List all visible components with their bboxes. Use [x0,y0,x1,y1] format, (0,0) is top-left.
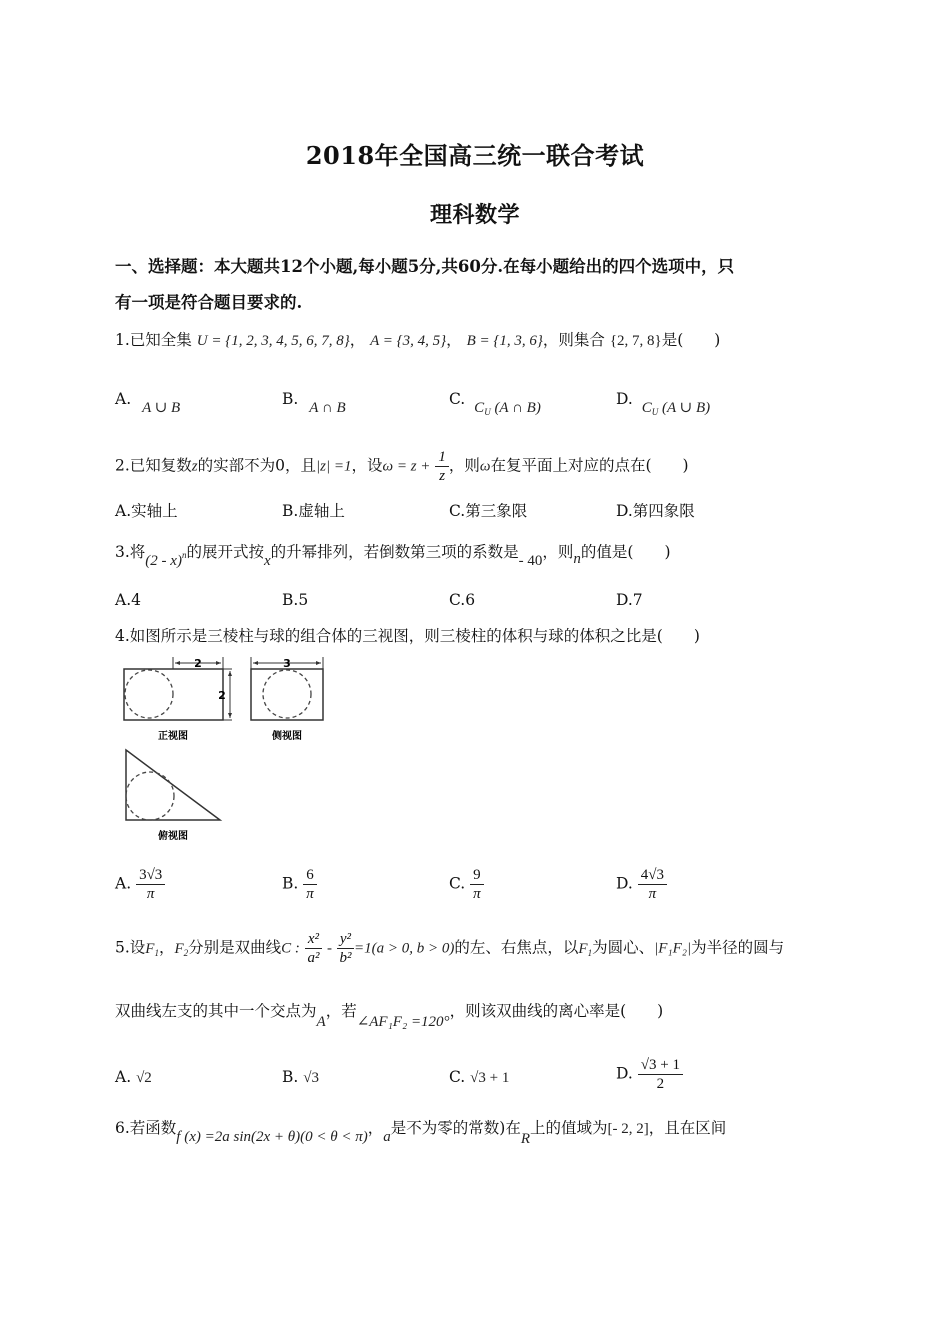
q1-option-a-math: A ∪ B [142,400,181,416]
q1-option-c-math [474,400,541,416]
q5-minus: - [326,940,332,957]
q3-option-b: B.5 [282,591,309,609]
side-dim-width: 3 [283,657,291,670]
q3-n: n [573,551,581,567]
q2-option-d: D.第四象限 [616,502,695,520]
q5-f1-center-base: F [578,940,588,957]
q4-option-a-num: 3√3 [136,866,165,885]
q2-option-b: B.虚轴上 [282,502,345,520]
q5-option-a-label: A. [115,1068,132,1086]
q4-option-d-den: π [648,886,657,902]
q3-option-c: C.6 [449,591,476,609]
q5-y-den: b² [339,950,352,966]
q5-f1-sub: 1 [154,947,159,958]
q6-lead: 6.若函数 [115,1119,177,1137]
q5-option-b [282,1068,319,1087]
side-view [251,657,323,742]
side-view-sphere [263,670,311,718]
q5-f2 [174,941,188,957]
question-5-line1: 5.设$F_1$，$F_2$分别是双曲线C : $\frac{\text{x²}}{\text{a²}}$ - $\frac{\text{y²}}{\text{b²}}$ =1(a > 0, b > 0)的左、右焦点，以$F_1$为圆心、|F₁F₂|为半径的圆与 [115,931,785,966]
q4-option-c-label: C. [449,874,466,893]
q3-t3: ，则 [542,543,574,561]
q1-option-d-complement: C [641,400,652,416]
q5-option-d-num: √3 + 1 [638,1056,683,1075]
q5-line2a: 双曲线左支的其中一个交点为 [115,1002,317,1020]
q3-t4: 的值是( ) [580,543,671,561]
q6-a: a [383,1129,391,1145]
q4-option-b-label: B. [282,874,299,893]
q4-option-b-frac [303,866,317,903]
q5-lead: 5.设 [115,938,146,957]
q5-option-a-val: √2 [136,1070,152,1086]
question-2 [115,448,689,485]
q5-option-d-den: 2 [656,1076,665,1092]
q5-a: A [316,1014,326,1030]
q2-w: ω [479,458,491,475]
q5-t5: ，若 [325,1002,357,1020]
q2-option-a: A.实轴上 [115,502,178,520]
section-header-line2: 有一项是符合题目要求的. [115,293,303,312]
q1-option-a [115,390,181,416]
q5-t1: 分别是双曲线 [188,938,282,957]
arrow-icon [253,661,258,665]
q2-t1: 的实部不为0，且 [197,456,317,475]
q1-option-d-label: D. [616,390,633,408]
q5-f1-center-sub: 1 [587,947,593,958]
arrow-icon [228,713,232,718]
top-view-sphere [126,772,174,820]
q4-option-c-num: 9 [470,866,484,885]
q2-t2: ，设 [351,456,383,475]
q4-option-d-frac [638,866,667,903]
q4-option-b-num: 6 [303,866,317,885]
q2-z: z [191,458,198,475]
q5-option-d-label: D. [616,1064,633,1083]
q5-t6: ，则该双曲线的离心率是( ) [449,1002,664,1020]
q1-tail: 是( ) [661,331,721,349]
front-dim-width: 2 [194,657,202,670]
q6-function: f (x) =2a sin(2x + θ)(0 < θ < π) [176,1129,368,1145]
top-view-triangle [126,750,220,820]
front-view-sphere [125,670,173,718]
front-dim-height: 2 [218,689,226,702]
q1-target-set: {2, 7, 8} [609,333,662,349]
q5-f1 [145,941,159,957]
q5-angle: ∠AF₁F₂ =120° [356,1014,450,1030]
q4-option-a-frac [136,866,165,903]
q1-set-a: A = {3, 4, 5} [370,333,447,349]
question-5-line2 [115,999,664,1030]
q1-option-c-complement: C [474,400,485,416]
q5-x-num: x² [305,930,322,949]
q1-option-c-sub: U [484,407,491,417]
q2-omega: ω = z + [382,458,431,475]
q5-t2: 的左、右焦点，以 [454,938,579,957]
q2-lead: 2.已知复数 [115,456,192,475]
q1-option-d-math [642,400,710,416]
question-3 [115,540,671,569]
q5-cond: =1(a > 0, b > 0) [354,940,455,957]
q4-option-c [449,866,484,903]
q4-option-c-frac [470,866,484,903]
three-view-figure [118,652,348,848]
q4-option-d-label: D. [616,874,633,893]
side-view-label: 侧视图 [272,731,302,742]
q1-set-b: B = {1, 3, 6} [466,333,543,349]
q1-option-d [616,390,711,417]
q4-option-d [616,866,667,903]
top-view-label: 俯视图 [158,831,188,842]
q5-x-den: a² [307,950,320,966]
q5-x-frac [305,930,322,967]
q1-option-d-expr: (A ∪ B) [662,400,711,416]
arrow-icon [228,671,232,676]
q6-t1: ， [367,1119,384,1137]
q3-x: x [263,553,271,569]
q1-option-a-label: A. [115,390,132,408]
q3-t2: 的升幂排列，若倒数第三项的系数是 [270,543,519,561]
arrow-icon [316,661,321,665]
q2-t4: 在复平面上对应的点在( ) [490,456,689,475]
q4-option-d-num: 4√3 [638,866,667,885]
q5-f2-sub: 2 [183,947,189,958]
q4-option-b-den: π [306,886,314,902]
side-view-rect [251,669,323,720]
q3-coef: - 40 [518,553,543,569]
q3-lead: 3.将 [115,543,146,561]
q1-option-b [282,390,346,416]
q3-option-d: D.7 [616,591,643,609]
q5-option-c-label: C. [449,1068,466,1086]
q5-option-d [616,1056,683,1093]
q1-option-b-math: A ∩ B [309,400,346,416]
front-view-label: 正视图 [158,731,188,742]
q6-t4: ，且在区间 [648,1119,727,1137]
q4-option-a-den: π [146,886,155,902]
q5-f1-base: F [145,940,155,957]
q5-y-num: y² [337,930,354,949]
q5-f1-center [578,941,592,957]
q6-t3: 上的值域为 [530,1119,608,1137]
q6-range: [- 2, 2] [607,1121,649,1137]
q5-option-d-frac [638,1056,683,1093]
q1-set-u: U = {1, 2, 3, 4, 5, 6, 7, 8} [196,333,350,349]
arrow-icon [216,661,221,665]
q5-abs: |F₁F₂| [654,940,692,957]
q1-lead: 1.已知全集 [115,331,192,349]
q1-option-c-label: C. [449,390,466,408]
q2-t3: ，则 [448,456,480,475]
q4-option-a [115,866,165,903]
q1-option-c [449,390,541,417]
q3-expr-base: (2 - x) [145,553,182,569]
q3-option-a: A.4 [115,591,141,609]
q2-frac-num: 1 [435,448,449,467]
q5-t3: 为圆心、 [592,938,655,957]
q4-option-a-label: A. [115,874,132,893]
arrow-icon [175,661,180,665]
q1-option-b-label: B. [282,390,299,408]
q3-expr [145,550,187,569]
q5-option-b-label: B. [282,1068,299,1086]
question-1: 1.已知全集 U = {1, 2, 3, 4, 5, 6, 7, 8}， A = {3, 4, 5}， B = {1, 3, 6}，则集合 {2, 7, 8}是( ) [115,331,721,349]
q1-option-d-sub: U [651,407,659,417]
q2-fraction [435,448,449,485]
question-4: 4.如图所示是三棱柱与球的组合体的三视图，则三棱柱的体积与球的体积之比是( ) [115,627,700,645]
q6-r: R [520,1131,530,1147]
front-view [124,657,232,742]
q4-option-c-den: π [473,886,481,902]
page-subtitle: 理科数学 [429,202,520,228]
question-6 [115,1116,727,1147]
q5-f2-base: F [174,940,184,957]
q5-option-c-val: √3 + 1 [470,1070,510,1086]
section-header-line1: 一、选择题：本大题共12个小题,每小题5分,共60分.在每小题给出的四个选项中，只 [115,257,735,276]
q5-option-c [449,1068,509,1087]
q5-option-a [115,1068,152,1087]
q2-absz: |z| =1 [316,458,352,475]
q2-frac-den: z [439,468,446,484]
q5-c: C : [281,940,300,957]
page-title: 2018年全国高三统一联合考试 [305,141,645,170]
q5-t4: 为半径的圆与 [691,938,785,957]
q5-option-b-val: √3 [303,1070,319,1086]
q2-option-c: C.第三象限 [449,502,528,520]
q3-t1: 的展开式按 [186,543,264,561]
q1-option-c-expr: (A ∩ B) [494,400,541,416]
q4-option-b [282,866,317,903]
q1-mid: ，则集合 [542,331,605,349]
q3-expr-exp: n [181,550,187,560]
q5-y-frac [337,930,354,967]
top-view [126,750,220,842]
q6-t2: 是不为零的常数)在 [390,1119,521,1137]
